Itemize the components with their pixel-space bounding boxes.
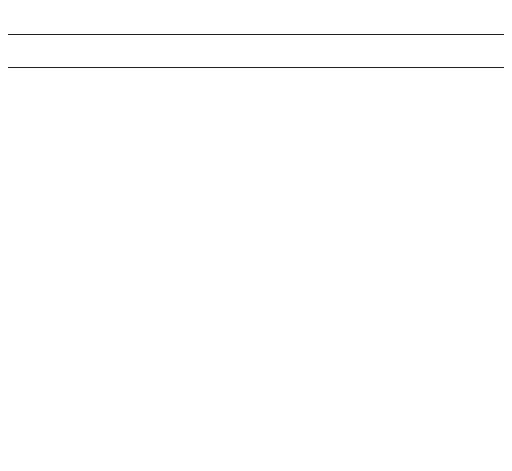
headline	[8, 6, 498, 28]
subheadline	[8, 41, 498, 61]
divider	[8, 34, 504, 35]
divider	[8, 67, 504, 68]
